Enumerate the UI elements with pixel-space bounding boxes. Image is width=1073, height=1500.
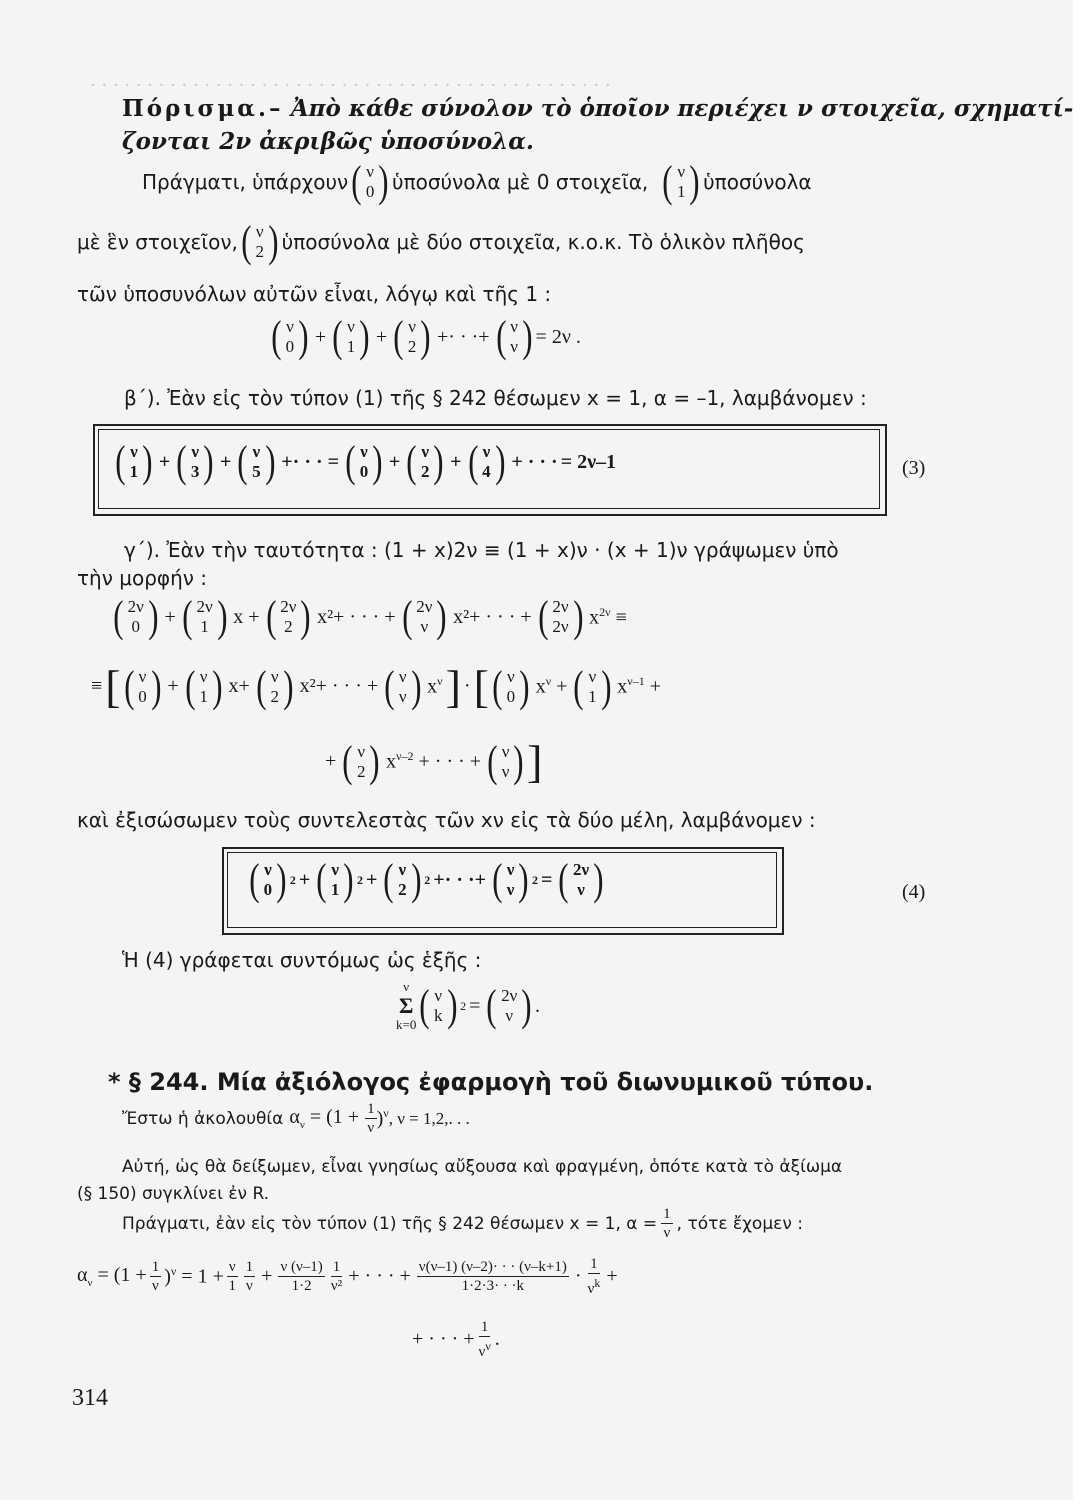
proof-line-2 (77, 217, 805, 266)
paragraph-3-text: Πράγματι, ἐὰν εἰς τὸν τύπον (1) τῆς § 242 θέσωμεν x = 1, α = (122, 1213, 658, 1234)
section-paragraph-1: Αὐτή, ὡς θὰ δείξωμεν, εἶναι γνησίως αὔξουσα καὶ φραγμένη, ὁπότε κατὰ τὸ ἀξίωμα (122, 1157, 843, 1177)
proof-text: Πράγματι, ὑπάρχουν (142, 170, 349, 194)
sequence-definition: Ἔστω ἡ ἀκολουθία $\alpha_\nu = (1$ + $\frac{1}{\nu}$ )$^\nu$ , ν = 1,2,. . . (122, 1101, 470, 1136)
corollary-line-1 (122, 95, 1073, 122)
proof-text: ὑποσύνολα μὲ δύο στοιχεῖα, κ.ο.κ. Τὸ ὁλικὸν πλῆθος (281, 230, 805, 254)
gamma-text-2: τὴν μορφήν : (77, 566, 208, 590)
equation-3: ( ν 1 ) + ( ν 3 ) + ( ν 5 ) +· · · = ( ν 0 ) + ( ν 2 ) + ( ν 4 ) + · · · = 2ν–1 (115, 437, 617, 486)
proof-text: ὑποσύνολα μὲ 0 στοιχεῖα, (392, 170, 649, 194)
fraction-1-over-nu: $\frac{1}{\nu}$ (367, 1101, 375, 1136)
beta-text: β΄). Ἐὰν εἰς τὸν τύπον (1) τῆς § 242 θέσωμεν x = 1, α = –1, λαμβάνομεν : (124, 386, 867, 410)
gamma-short-text: Ἡ (4) γράφεται συντόμως ὡς ἑξῆς : (122, 948, 482, 972)
expansion-alpha-nu-tail: + · · · + $\frac{1}{\nu^\nu}$ . (412, 1319, 500, 1360)
sum-sigma-equation: ν Σ k=0 ( ν k ) 2 = ( 2ν ν ) . (396, 979, 540, 1032)
expansion-alpha-nu: $\alpha_\nu = (1$ + $\frac{1}{\nu}$ )$^\nu$ = 1 + $\frac{\nu}{1}$ $\frac{1}{\nu}$ + $\frac{\nu (\nu-1)}{1\cdot 2}$ $\frac{1}{\text{ν²}}$ + · · · + $\frac{\nu(\nu-1) (\nu-2)\cdot \cdot \cdot (\nu-k+1)}{1\cdot 2\cdot 3\cdot \cdot \cdot k}$ · $\frac{1}{\nu^k}$ + (77, 1256, 618, 1297)
paragraph-3-tail: , τότε ἔχομεν : (676, 1213, 803, 1234)
equation-3-result: = 2ν–1 (560, 450, 617, 473)
fraction-1-over-nu: $\frac{1}{\nu}$ (663, 1206, 671, 1241)
proof-line-3: τῶν ὑποσυνόλων αὐτῶν εἶναι, λόγῳ καὶ τῆς 1 : (77, 282, 552, 306)
sum-result: = 2ν . (535, 325, 581, 348)
proof-line-1 (142, 157, 812, 206)
binom-nu-2: ( ν 2 ) (241, 217, 279, 266)
proof-text: ὑποσύνολα (703, 170, 812, 194)
sum-binomials-equation: ( ν 0 ) + ( ν 1 ) + ( ν 2 ) +· · ·+ ( ν ν ) = 2ν . (271, 312, 581, 361)
expansion-line-1: ( 2ν 0 ) + ( 2ν 1 ) x + ( 2ν 2 ) x²+ · · · + ( 2ν ν ) x²+ · · · + ( 2ν 2ν ) $x^{2\nu}$ ≡ (113, 592, 627, 641)
sequence-tail: , ν = 1,2,. . . (388, 1108, 470, 1128)
page-number: 314 (72, 1385, 108, 1411)
equation-4: ( ν 0 ) 2 + ( ν 1 ) 2 + ( ν 2 ) 2 +· · ·+ ( ν ν ) 2 = ( 2ν ν ) (249, 855, 604, 904)
expansion-line-3: + ( ν 2 ) $x^{\nu-2}$ + · · · + ( ν ν ) ] (325, 736, 543, 787)
expansion-line-2: ≡ [ ( ν 0 ) + ( ν 1 ) x+ ( ν 2 ) x²+ · · · + ( ν ν ) $x^\nu$ ] · [ ( ν 0 ) $x^\nu$ + ( ν 1 ) $x^{\nu-1}$ + (91, 661, 661, 712)
binom-nu-1: ( ν 1 ) (662, 157, 700, 206)
corollary-heading: Πόρισμα.– (122, 95, 284, 122)
section-paragraph-2: (§ 150) συγκλίνει ἐν R. (77, 1184, 270, 1204)
sequence-label: Ἔστω ἡ ἀκολουθία (122, 1108, 284, 1129)
corollary-statement: Ἀπὸ κάθε σύνολον τὸ ὁποῖον περιέχει ν στοιχεῖα, σχηματί- (290, 95, 1073, 122)
section-244-title: * § 244. Μία ἀξιόλογος ἐφαρμογὴ τοῦ διωνυμικοῦ τύπου. (108, 1068, 874, 1096)
equation-number-4: (4) (902, 881, 926, 903)
section-paragraph-3 (122, 1205, 803, 1242)
corollary-line-2: ζονται 2ν ἀκριβῶς ὑποσύνολα. (122, 128, 534, 155)
binom-nu-0: ( ν 0 ) (351, 157, 389, 206)
proof-text: μὲ ἓν στοιχεῖον, (77, 230, 238, 254)
bleed-through-text: · · · · · · · · · · · · · · · · · · · · · · · · · · · · · · · · · · · · · · · · · · · · · · (90, 75, 611, 96)
gamma-text-1: γ΄). Ἐὰν τὴν ταυτότητα : (1 + x)2ν ≡ (1 + x)ν · (x + 1)ν γράψωμεν ὑπὸ (124, 538, 839, 562)
gamma-after-text: καὶ ἐξισώσωμεν τοὺς συντελεστὰς τῶν xν εἰς τὰ δύο μέλη, λαμβάνομεν : (77, 808, 816, 832)
equation-number-3: (3) (902, 457, 926, 479)
